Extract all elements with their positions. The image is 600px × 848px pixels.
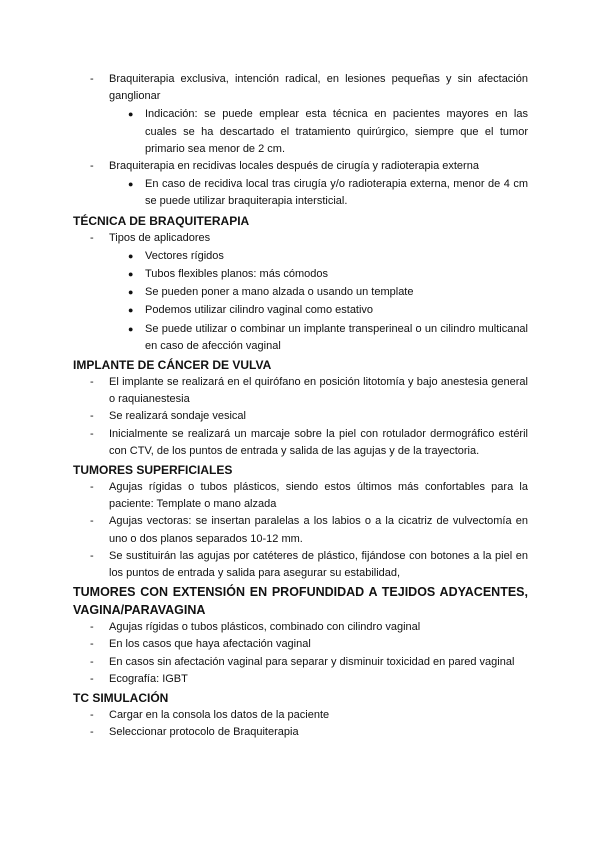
dash-marker: - xyxy=(90,427,94,440)
dash-list-item xyxy=(73,374,528,408)
bullet-item xyxy=(73,266,528,283)
list-item-text: Braquiterapia en recidivas locales después de cirugía y radioterapia externa xyxy=(109,160,479,173)
section-heading: TUMORES SUPERFICIALES xyxy=(73,463,233,478)
list-item-text: Seleccionar protocolo de Braquiterapia xyxy=(109,726,299,739)
list-item-text: En los casos que haya afectación vaginal xyxy=(109,638,311,651)
dash-list-item xyxy=(73,513,528,547)
bullet-item xyxy=(73,106,528,158)
list-item-text: Cargar en la consola los datos de la paciente xyxy=(109,709,330,722)
section-heading: TUMORES CON EXTENSIÓN EN PROFUNDIDAD A TEJIDOS ADYACENTES, VAGINA/PARAVAGINA xyxy=(73,585,528,618)
dash-marker: - xyxy=(90,655,94,668)
bullet-item xyxy=(73,321,528,355)
list-item-text: Se pueden poner a mano alzada o usando un template xyxy=(145,286,414,299)
dash-list-item xyxy=(73,408,528,425)
dash-marker: - xyxy=(90,638,94,651)
bullet-marker: ● xyxy=(128,250,134,261)
dash-marker: - xyxy=(90,515,94,528)
list-item-text: Agujas vectoras: se insertan paralelas a los labios o a la cicatriz de vulvectomía en uno o dos planos separados 10-12 mm. xyxy=(109,515,528,545)
dash-list-item xyxy=(73,479,528,513)
dash-list-item xyxy=(73,426,528,460)
list-item-text: Agujas rígidas o tubos plásticos, siendo estos últimos más confortables para la paciente: Template o mano alzada xyxy=(109,481,528,511)
bullet-item xyxy=(73,248,528,265)
section-heading: IMPLANTE DE CÁNCER DE VULVA xyxy=(73,358,272,373)
bullet-marker: ● xyxy=(128,305,134,316)
section-heading: TÉCNICA DE BRAQUITERAPIA xyxy=(73,213,250,228)
list-item-text: Se sustituirán las agujas por catéteres de plástico, fijándose con botones a la piel en los puntos de entrada y salida para asegurar su estabilidad, xyxy=(109,549,528,580)
list-item-text: Indicación: se puede emplear esta técnica en pacientes mayores en las cuales se ha descartado el tratamiento quirúrgico, siempre que el tumor primario sea menor de 2 cm. xyxy=(145,108,528,155)
list-item-text: Tipos de aplicadores xyxy=(109,231,211,244)
dash-list-item xyxy=(73,707,528,724)
list-item-text: Inicialmente se realizará un marcaje sobre la piel con rotulador dermográfico estéril con CTV, de los puntos de entrada y salida de las agujas y de la trayectoria. xyxy=(109,427,528,457)
bullet-marker: ● xyxy=(128,323,134,334)
dash-list-item xyxy=(73,654,528,671)
list-item-text: Se puede utilizar o combinar un implante transperineal o un cilindro multicanal en caso de afección vaginal xyxy=(145,322,528,352)
dash-list-item xyxy=(73,636,528,653)
list-item-text: Vectores rígidos xyxy=(145,249,224,262)
list-item-text: Agujas rígidas o tubos plásticos, combinado con cilindro vaginal xyxy=(109,621,421,634)
list-item-text: Se realizará sondaje vesical xyxy=(109,410,246,423)
dash-marker: - xyxy=(90,160,94,173)
document-body xyxy=(73,71,528,742)
dash-list-item xyxy=(73,548,528,582)
bullet-item xyxy=(73,176,528,210)
section-heading: TC SIMULACIÓN xyxy=(73,691,169,706)
dash-list-item xyxy=(73,71,528,105)
bullet-marker: ● xyxy=(128,269,134,280)
bullet-item xyxy=(73,284,528,301)
list-item-text: Braquiterapia exclusiva, intención radical, en lesiones pequeñas y sin afectación ganglionar xyxy=(109,73,528,103)
dash-list-item xyxy=(73,158,528,175)
dash-marker: - xyxy=(90,73,94,85)
dash-marker: - xyxy=(90,621,94,634)
dash-marker: - xyxy=(90,376,94,389)
list-item-text: En casos sin afectación vaginal para separar y disminuir toxicidad en pared vaginal xyxy=(109,655,515,668)
dash-marker: - xyxy=(90,726,94,739)
list-item-text: Ecografía: IGBT xyxy=(109,672,188,685)
dash-list-item xyxy=(73,230,528,247)
bullet-marker: ● xyxy=(128,179,134,190)
list-item-text: El implante se realizará en el quirófano en posición litotomía y bajo anestesia general o raquianestesia xyxy=(109,376,528,406)
dash-marker: - xyxy=(90,481,94,494)
dash-marker: - xyxy=(90,410,94,423)
bullet-item xyxy=(73,302,528,319)
list-item-text: Podemos utilizar cilindro vaginal como estativo xyxy=(145,304,374,317)
list-item-text: En caso de recidiva local tras cirugía y/o radioterapia externa, menor de 4 cm se puede utilizar braquiterapia intersticial. xyxy=(145,178,528,208)
dash-marker: - xyxy=(90,672,94,685)
dash-marker: - xyxy=(90,231,94,244)
bullet-marker: ● xyxy=(128,109,134,120)
list-item-text: Tubos flexibles planos: más cómodos xyxy=(145,268,329,281)
dash-list-item xyxy=(73,724,528,741)
dash-marker: - xyxy=(90,709,94,722)
dash-list-item xyxy=(73,619,528,636)
bullet-marker: ● xyxy=(128,287,134,298)
dash-list-item xyxy=(73,671,528,688)
dash-marker: - xyxy=(90,549,94,562)
